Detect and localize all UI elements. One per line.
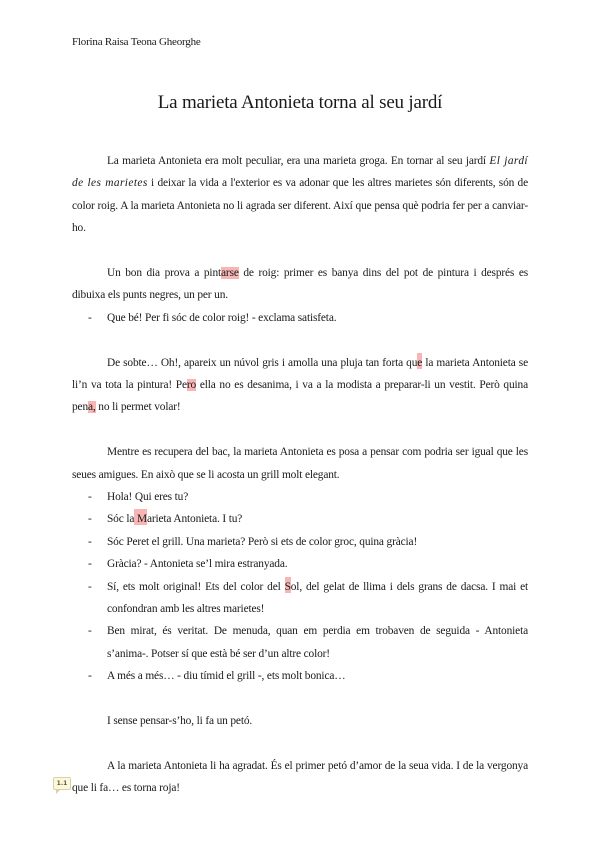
header-author: Florina Raisa Teona Gheorghe — [72, 36, 201, 48]
text-run: la marieta Antonieta se li’n va tota la pintura! Pe — [72, 356, 528, 392]
comment-highlight[interactable]: M — [134, 509, 147, 525]
comment-icon[interactable]: 1.1 — [53, 777, 71, 790]
dialogue-line: - Gràcia? - Antonieta se’l mira estranyada. — [72, 553, 528, 575]
text-run: de roig: primer es banya dins del pot de pintura i després es dibuixa els punts negres, un per un. — [72, 267, 529, 302]
paragraph-6: A la marieta Antonieta li ha agradat. És el primer petó d’amor de la seua vida. I de la vergonya que li fa… es torna roja! — [72, 759, 528, 795]
comment-highlight[interactable]: ro — [186, 379, 197, 392]
text-run: La marieta Antonieta era molt peculiar, era una marieta groga. En tornar al seu jardí — [107, 155, 490, 167]
garden-name-italic: El jardí de les marietes — [72, 155, 528, 190]
comment-highlight[interactable]: a, — [88, 401, 96, 414]
document-body — [72, 150, 528, 800]
dialogue-line: - Sóc Peret el grill. Una marieta? Però si ets de color groc, quina gràcia! — [72, 531, 528, 553]
comment-highlight[interactable]: e — [417, 353, 422, 369]
paragraph-2 — [72, 262, 528, 307]
comment-highlight[interactable]: S — [285, 577, 291, 593]
text-run: Sí, ets molt original! Ets del color del — [107, 580, 285, 593]
text-run: ol, del gelat de llima i dels grans de dacsa. I mai et confondran amb les altres marietes! — [107, 580, 528, 616]
document-title: La marieta Antonieta torna al seu jardí — [157, 92, 443, 113]
dialogue-line: - Que bé! Per fi sóc de color roig! - exclama satisfeta. — [72, 307, 528, 329]
text-run: ella no es desanima, i va a la modista a preparar-li un vestit. Però quina pen — [72, 379, 528, 414]
text-run: no li permet volar! — [95, 401, 181, 414]
comment-highlight[interactable]: arse — [221, 267, 239, 280]
text-run: arieta Antonieta. I tu? — [146, 513, 243, 526]
paragraph-3 — [72, 352, 528, 419]
paragraph-1 — [72, 150, 528, 240]
text-run: Sóc la — [107, 513, 135, 526]
text-run: De sobte… Oh!, apareix un núvol gris i amolla una pluja tan forta qu — [107, 356, 418, 369]
dialogue-line — [72, 576, 528, 621]
dialogue-line — [72, 508, 528, 530]
dialogue-line: - A més a més… - diu tímid el grill -, ets molt bonica… — [72, 665, 528, 687]
paragraph-4: Mentre es recupera del bac, la marieta Antonieta es posa a pensar com podria ser igual que les seues amigues. En això que se li acosta un grill molt elegant. — [72, 446, 528, 481]
text-run: Un bon dia prova a pint — [107, 267, 222, 280]
text-run: i deixar la vida a l'exterior es va adonar que les altres marietes són diferents, són de color roig. A la marieta Antonieta no li agrada ser diferent. Així que pensa què podria fer per a canviar-ho. — [72, 177, 529, 235]
dialogue-line: - Ben mirat, és veritat. De menuda, quan em perdia em trobaven de seguida - Antonieta s’anima-. Potser sí que està bé ser d’un altre color! — [72, 620, 528, 665]
dialogue-line: - Hola! Qui eres tu? — [72, 486, 528, 508]
paragraph-5: I sense pensar-s’ho, li fa un petó. — [107, 715, 253, 728]
